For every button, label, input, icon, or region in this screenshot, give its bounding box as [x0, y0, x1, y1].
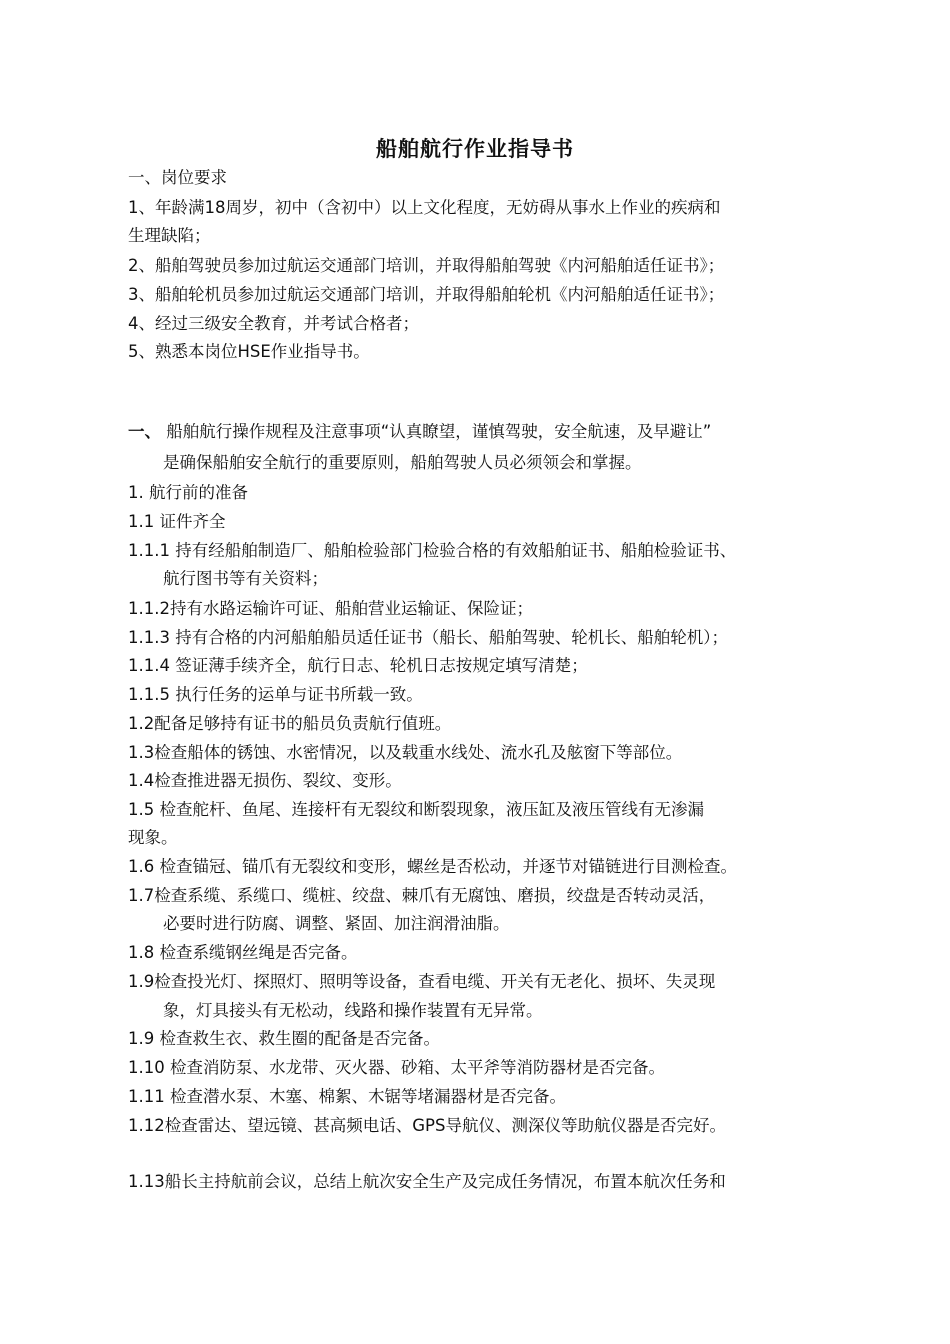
text-line: 1.8 检查系缆钢丝绳是否完备。 — [128, 943, 358, 962]
text-line: 1.1.1 持有经船舶制造厂、船舶检验部门检验合格的有效船舶证书、船舶检验证书、 — [128, 541, 737, 560]
text-line: 1.2配备足够持有证书的船员负责航行值班。 — [128, 714, 452, 733]
section-heading-text: 船舶航行操作规程及注意事项“认真瞭望，谨慎驾驶，安全航速，及早避让” — [166, 422, 712, 441]
text-line: 1.5 检查舵杆、鱼尾、连接杆有无裂纹和断裂现象，液压缸及液压管线有无渗漏 — [128, 800, 704, 819]
text-line: 1.1.5 执行任务的运单与证书所载一致。 — [128, 685, 423, 704]
text-line: 1.1.2持有水路运输许可证、船舶营业运输证、保险证； — [128, 599, 533, 618]
text-line: 1.1 证件齐全 — [128, 512, 226, 531]
section-heading: 一、岗位要求 — [128, 168, 227, 187]
text-line: 1.13船长主持航前会议，总结上航次安全生产及完成任务情况，布置本航次任务和 — [128, 1172, 726, 1191]
text-line: 1.9检查投光灯、探照灯、照明等设备，查看电缆、开关有无老化、损坏、失灵现 — [128, 972, 716, 991]
text-line: 必要时进行防腐、调整、紧固、加注润滑油脂。 — [163, 914, 510, 933]
document-title: 船舶航行作业指导书 — [376, 137, 574, 161]
text-line: 1.10 检查消防泵、水龙带、灭火器、砂箱、太平斧等消防器材是否完备。 — [128, 1058, 665, 1077]
text-line: 1.6 检查锚冠、锚爪有无裂纹和变形，螺丝是否松动，并逐节对锚链进行目测检查。 — [128, 857, 737, 876]
text-line: 1.3检查船体的锈蚀、水密情况，以及载重水线处、流水孔及舷窗下等部位。 — [128, 743, 683, 762]
text-line: 1.9 检查救生衣、救生圈的配备是否完备。 — [128, 1029, 440, 1048]
text-line: 1.7检查系缆、系缆口、缆桩、绞盘、棘爪有无腐蚀、磨损，绞盘是否转动灵活， — [128, 886, 716, 905]
text-line: 2、船舶驾驶员参加过航运交通部门培训，并取得船舶驾驶《内河船舶适任证书》； — [128, 256, 725, 275]
text-line: 是确保船舶安全航行的重要原则，船舶驾驶人员必须领会和掌握。 — [163, 453, 642, 472]
text-line: 4、经过三级安全教育，并考试合格者； — [128, 314, 419, 333]
text-line: 象，灯具接头有无松动，线路和操作装置有无异常。 — [163, 1001, 543, 1020]
text-line: 1. 航行前的准备 — [128, 483, 248, 502]
text-line: 生理缺陷； — [128, 226, 211, 245]
text-line: 1.4检查推进器无损伤、裂纹、变形。 — [128, 771, 402, 790]
text-line: 1.11 检查潜水泵、木塞、棉絮、木锯等堵漏器材是否完备。 — [128, 1087, 566, 1106]
section-heading — [128, 420, 711, 444]
text-line: 5、熟悉本岗位HSE作业指导书。 — [128, 342, 370, 361]
text-line: 1.12检查雷达、望远镜、甚高频电话、GPS导航仪、测深仪等助航仪器是否完好。 — [128, 1116, 726, 1135]
text-line: 3、船舶轮机员参加过航运交通部门培训，并取得船舶轮机《内河船舶适任证书》； — [128, 285, 725, 304]
text-line: 1、年龄满18周岁，初中（含初中）以上文化程度，无妨碍从事水上作业的疾病和 — [128, 198, 721, 217]
text-line: 航行图书等有关资料； — [163, 569, 328, 588]
text-line: 1.1.3 持有合格的内河船舶船员适任证书（船长、船舶驾驶、轮机长、船舶轮机）； — [128, 628, 728, 647]
text-line: 1.1.4 签证薄手续齐全，航行日志、轮机日志按规定填写清楚； — [128, 656, 588, 675]
text-line: 现象。 — [128, 828, 178, 847]
section-number: 一、 — [128, 422, 161, 441]
